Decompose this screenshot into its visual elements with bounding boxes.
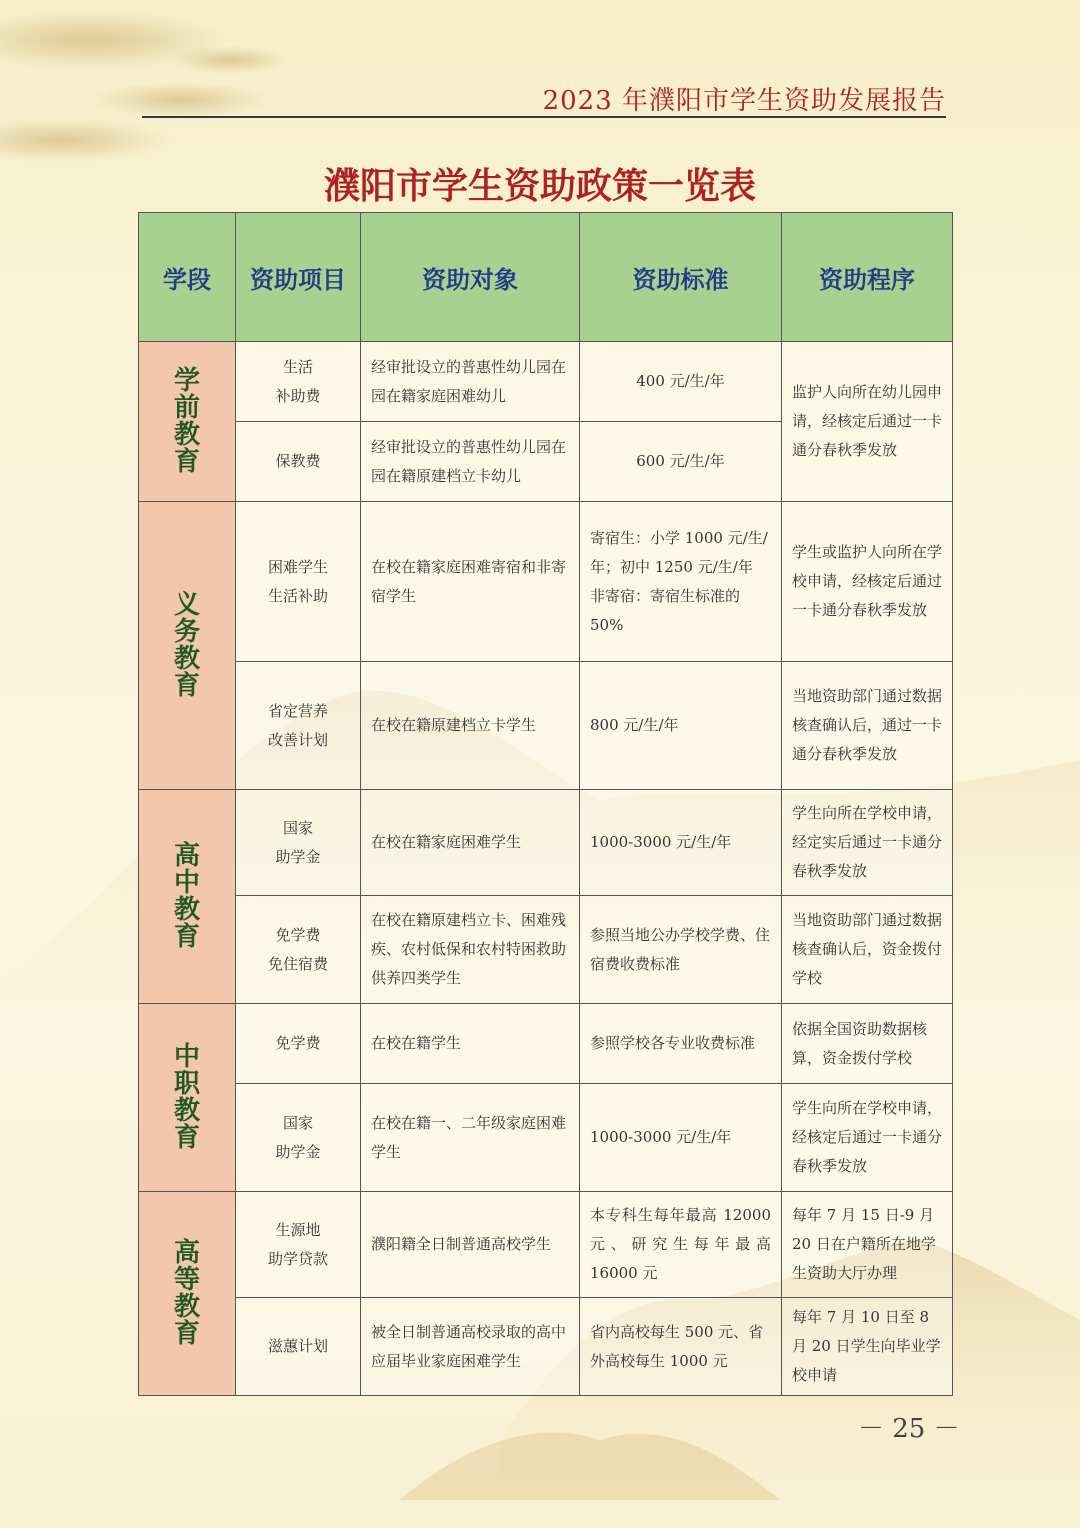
table-header-row — [139, 213, 953, 342]
item-cell: 滋蕙计划 — [236, 1298, 361, 1396]
procedure-cell: 学生或监护人向所在学校申请，经核定后通过一卡通分春秋季发放 — [782, 502, 953, 662]
procedure-cell: 依据全国资助数据核算，资金拨付学校 — [782, 1004, 953, 1084]
page-number: － 25 － — [858, 1414, 960, 1444]
item-cell: 国家 助学金 — [236, 790, 361, 896]
item-cell: 生源地 助学贷款 — [236, 1192, 361, 1298]
header-divider — [142, 116, 946, 118]
item-cell: 保教费 — [236, 422, 361, 502]
procedure-cell: 每年 7 月 10 日至 8 月 20 日学生向毕业学校申请 — [782, 1298, 953, 1396]
target-cell: 被全日制普通高校录取的高中应届毕业家庭困难学生 — [361, 1298, 580, 1396]
target-cell: 在校在籍一、二年级家庭困难学生 — [361, 1084, 580, 1192]
procedure-cell: 当地资助部门通过数据核查确认后，资金拨付学校 — [782, 896, 953, 1004]
standard-cell: 参照当地公办学校学费、住宿费收费标准 — [580, 896, 782, 1004]
target-cell: 在校在籍原建档立卡、困难残疾、农村低保和农村特困救助供养四类学生 — [361, 896, 580, 1004]
standard-cell: 1000-3000 元/生/年 — [580, 790, 782, 896]
column-header-target: 资助对象 — [361, 213, 580, 342]
procedure-cell: 学生向所在学校申请，经定实后通过一卡通分春秋季发放 — [782, 790, 953, 896]
standard-cell: 寄宿生：小学 1000 元/生/年；初中 1250 元/生/年 非寄宿：寄宿生标准的50% — [580, 502, 782, 662]
target-cell: 经审批设立的普惠性幼儿园在园在籍原建档立卡幼儿 — [361, 422, 580, 502]
procedure-cell: 每年 7 月 15 日-9 月 20 日在户籍所在地学生资助大厅办理 — [782, 1192, 953, 1298]
target-cell: 在校在籍家庭困难寄宿和非寄宿学生 — [361, 502, 580, 662]
policy-table — [138, 212, 953, 1396]
item-cell: 生活 补助费 — [236, 342, 361, 422]
stage-cell: 学前教育 — [139, 342, 236, 502]
target-cell: 濮阳籍全日制普通高校学生 — [361, 1192, 580, 1298]
table-row — [139, 342, 953, 422]
column-header-standard: 资助标准 — [580, 213, 782, 342]
stage-cell: 中职教育 — [139, 1004, 236, 1192]
standard-cell: 400 元/生/年 — [580, 342, 782, 422]
table-row — [139, 790, 953, 896]
item-cell: 省定营养 改善计划 — [236, 662, 361, 790]
target-cell: 经审批设立的普惠性幼儿园在园在籍家庭困难幼儿 — [361, 342, 580, 422]
standard-cell: 本专科生每年最高 12000 元、研究生每年最高 16000 元 — [580, 1192, 782, 1298]
stage-cell: 高等教育 — [139, 1192, 236, 1396]
standard-cell: 参照学校各专业收费标准 — [580, 1004, 782, 1084]
target-cell: 在校在籍原建档立卡学生 — [361, 662, 580, 790]
column-header-stage: 学段 — [139, 213, 236, 342]
target-cell: 在校在籍学生 — [361, 1004, 580, 1084]
table-row — [139, 1004, 953, 1084]
column-header-item: 资助项目 — [236, 213, 361, 342]
stage-cell: 高中教育 — [139, 790, 236, 1004]
procedure-cell: 监护人向所在幼儿园申请，经核定后通过一卡通分春秋季发放 — [782, 342, 953, 502]
item-cell: 困难学生 生活补助 — [236, 502, 361, 662]
table-row — [139, 896, 953, 1004]
standard-cell: 1000-3000 元/生/年 — [580, 1084, 782, 1192]
procedure-cell: 当地资助部门通过数据核查确认后，通过一卡通分春秋季发放 — [782, 662, 953, 790]
item-cell: 免学费 — [236, 1004, 361, 1084]
target-cell: 在校在籍家庭困难学生 — [361, 790, 580, 896]
standard-cell: 600 元/生/年 — [580, 422, 782, 502]
table-row — [139, 1084, 953, 1192]
item-cell: 免学费 免住宿费 — [236, 896, 361, 1004]
standard-cell: 800 元/生/年 — [580, 662, 782, 790]
item-cell: 国家 助学金 — [236, 1084, 361, 1192]
table-row — [139, 662, 953, 790]
page-title: 濮阳市学生资助政策一览表 — [323, 165, 756, 207]
report-header-title: 2023 年濮阳市学生资助发展报告 — [542, 86, 946, 116]
table-row — [139, 1192, 953, 1298]
table-row — [139, 502, 953, 662]
table-row — [139, 1298, 953, 1396]
procedure-cell: 学生向所在学校申请，经核定后通过一卡通分春秋季发放 — [782, 1084, 953, 1192]
stage-cell: 义务教育 — [139, 502, 236, 790]
standard-cell: 省内高校每生 500 元、省外高校每生 1000 元 — [580, 1298, 782, 1396]
column-header-procedure: 资助程序 — [782, 213, 953, 342]
cloud-ornament — [0, 10, 290, 162]
